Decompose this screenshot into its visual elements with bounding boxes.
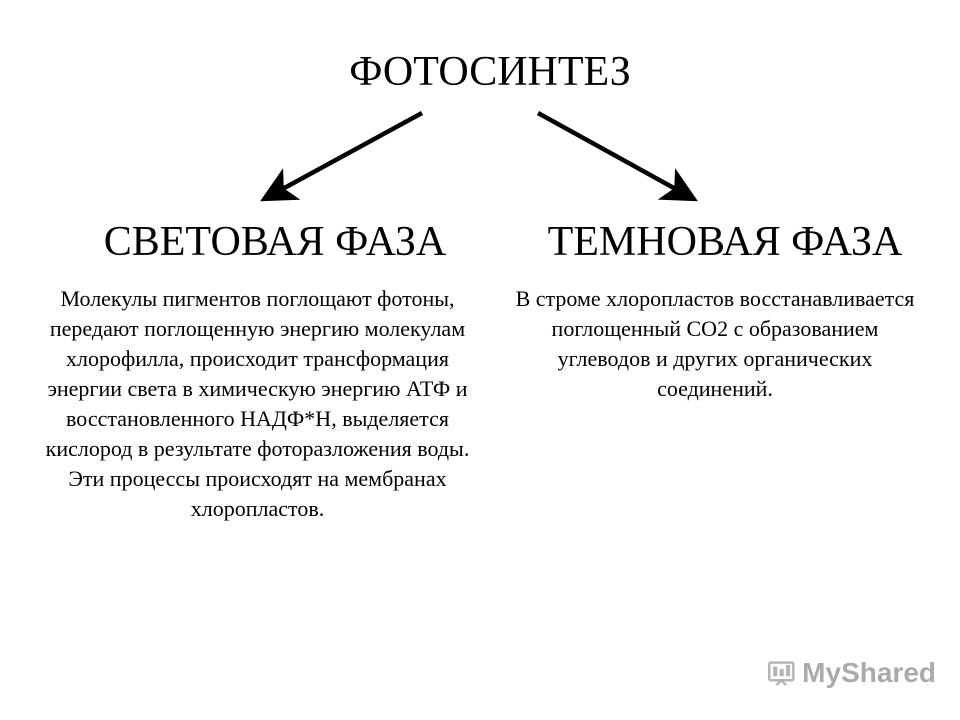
- dark-phase-description: В строме хлоропластов восстанавливается поглощенный СО2 с образованием углеводов и других органических соединений.: [515, 286, 915, 401]
- watermark-text: MyShared: [802, 657, 936, 688]
- myshared-watermark: [766, 655, 936, 691]
- dark-phase-heading: ТЕМНОВАЯ ФАЗА: [547, 219, 903, 265]
- arrow-to-light-phase: [266, 113, 422, 198]
- light-phase-heading: СВЕТОВАЯ ФАЗА: [103, 219, 447, 265]
- presentation-board-icon: [766, 657, 798, 689]
- arrow-to-dark-phase: [538, 113, 692, 198]
- diagram-title: ФОТОСИНТЕЗ: [349, 49, 631, 95]
- light-phase-description: Молекулы пигментов поглощают фотоны, передают поглощенную энергию молекулам хлорофилла, происходит трансформация энергии света в химическую энергию АТФ и восстановленного НАДФ*Н, выделяется кислород в результате фоторазложения воды. Эти процессы происходят на мембранах хлоропластов.: [45, 286, 470, 521]
